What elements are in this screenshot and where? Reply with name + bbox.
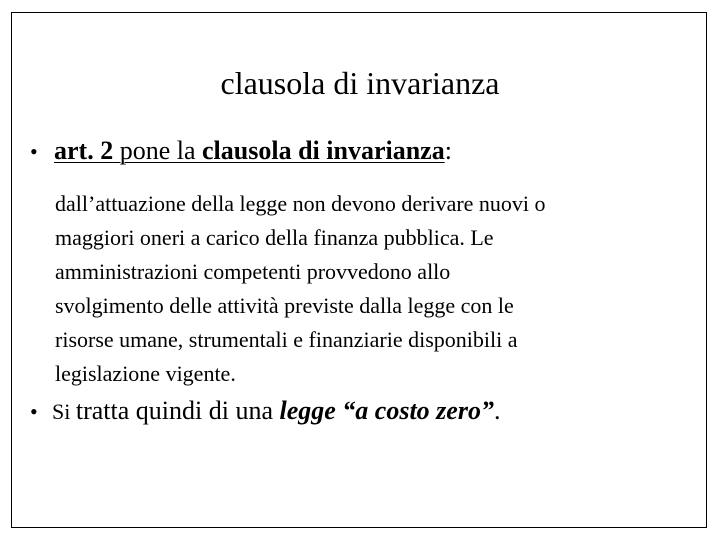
final-period: . [493,396,501,425]
tratta-text: tratta quindi di una [75,396,280,425]
body-line: amministrazioni competenti provvedono allo [55,259,451,284]
bullet-dot-icon: • [30,139,38,164]
costo-zero-phrase: legge “a costo zero” [279,396,494,425]
body-line: dall’attuazione della legge non devono derivare nuovi o [55,191,546,216]
bullet-colon: : [444,136,452,165]
body-line: risorse umane, strumentali e finanziarie disponibili a [55,327,518,352]
slide-title: clausola di invarianza [220,65,500,101]
bullet-costo-zero [30,393,500,430]
body-line: legislazione vigente. [55,361,236,386]
bullet-middle-text: pone la [113,136,203,165]
slide-frame [11,12,707,528]
clausola-term: clausola di invarianza [202,136,445,165]
clause-description [55,187,695,391]
art-reference: art. 2 [54,136,114,165]
bullet-art-2 [30,133,452,170]
bullet-art-2-text [54,133,452,169]
si-text: Si [52,399,76,424]
bullet-dot-icon: • [30,399,38,424]
bullet-costo-zero-text [52,393,500,430]
body-line: svolgimento delle attività previste dalla legge con le [55,293,514,318]
body-line: maggiori oneri a carico della finanza pubblica. Le [55,225,494,250]
